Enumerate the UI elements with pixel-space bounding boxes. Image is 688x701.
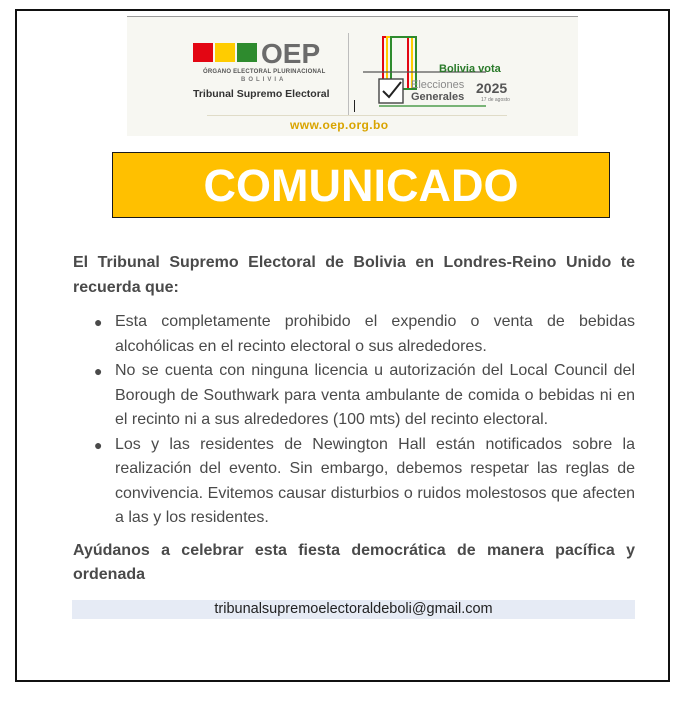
campaign-tagline: Bolivia vota (439, 63, 501, 75)
bullet-icon: ● (94, 363, 103, 379)
list-item (73, 359, 635, 433)
campaign-year: 2025 (476, 80, 508, 96)
campaign-date: 17 de agosto (481, 97, 510, 103)
rules-list (73, 310, 635, 531)
bullet-icon: ● (94, 436, 103, 453)
list-item-text: No se cuenta con ninguna licencia u autorización del Local Council del Borough de Southwark para venta ambulante de comida o bebidas ni en el recinto ni a sus alrededores (100 mts) del recinto electoral. (115, 362, 635, 428)
list-item (73, 310, 635, 359)
tribunal-name: Tribunal Supremo Electoral (193, 88, 330, 100)
contact-email[interactable]: tribunalsupremoelectoraldeboli@gmail.com (72, 600, 635, 619)
campaign-line-2: Generales (411, 91, 465, 103)
oep-color-squares-icon (193, 43, 259, 63)
list-item-text: Esta completamente prohibido el expendio o venta de bebidas alcohólicas en el recinto electoral o sus alrededores. (115, 313, 635, 355)
headline-box (112, 152, 610, 218)
text-cursor-mark (354, 100, 355, 112)
announcement-body (73, 251, 635, 588)
banner-rule (207, 115, 507, 116)
headline-title: COMUNICADO (203, 160, 519, 211)
yellow-square (215, 43, 235, 62)
list-item (73, 433, 635, 531)
oep-country: BOLIVIA (241, 77, 287, 83)
logo-banner (127, 16, 578, 136)
campaign-line-1: Elecciones (411, 79, 465, 91)
bullet-icon: ● (94, 314, 103, 330)
closing-paragraph: Ayúdanos a celebrar esta fiesta democrática de manera pacífica y ordenada (73, 541, 635, 583)
list-item-text: Los y las residentes de Newington Hall están notificados sobre la realización del evento. Sin embargo, debemos respetar las reglas de convivencia. Evitemos causar disturbios o ruidos molestosos que afecten a las y los residentes. (115, 435, 635, 526)
oep-logo-text: OEP (261, 38, 321, 69)
website-link[interactable]: www.oep.org.bo (290, 118, 389, 132)
banner-top-rule (127, 16, 578, 17)
red-square (193, 43, 213, 62)
logo-divider (348, 33, 349, 115)
oep-full-name: ÓRGANO ELECTORAL PLURINACIONAL (203, 69, 326, 75)
intro-paragraph: El Tribunal Supremo Electoral de Bolivia en Londres-Reino Unido te recuerda que: (73, 254, 635, 296)
green-square (237, 43, 257, 62)
